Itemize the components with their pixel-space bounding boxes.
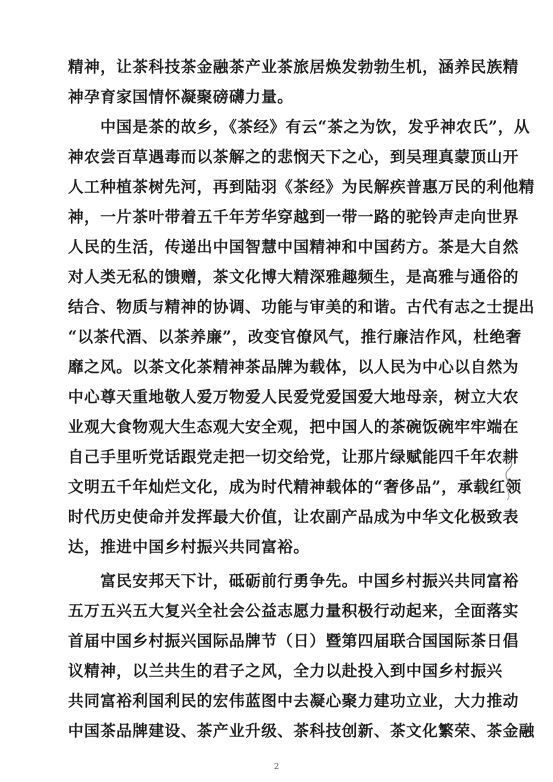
body-text-line: 神孕育家国情怀凝聚磅礴力量。 (68, 87, 294, 106)
body-text-line: 对人类无私的馈赠，茶文化博大精深雅趣频生，是高雅与通俗的 (68, 267, 519, 286)
body-text-line: 神农尝百草遇毒而以茶解之的悲悯天下之心，到吴理真蒙顶山开 (68, 147, 519, 166)
body-text-line: 达，推进中国乡村振兴共同富裕。 (68, 537, 310, 556)
body-text-line: 共同富裕利国利民的宏伟蓝图中去凝心聚力建功立业，大力推动 (68, 691, 519, 710)
body-text-line: 结合、物质与精神的协调、功能与审美的和谐。古代有志之士提出 (68, 297, 535, 316)
body-text-line: 人民的生活，传递出中国智慧中国精神和中国药方。茶是大自然 (68, 237, 519, 256)
handwritten-mark-icon (498, 452, 518, 502)
body-text-line: 人工种植茶树先河，再到陆羽《茶经》为民解疾普惠万民的利他精 (68, 177, 535, 196)
page-number: 2 (273, 762, 280, 771)
body-text-line: 中心尊天重地敬人爱万物爱人民爱党爱国爱大地母亲，树立大农 (68, 387, 519, 406)
body-text-line: 业观大食物观大生态观大安全观，把中国人的茶碗饭碗牢牢端在 (68, 417, 519, 436)
body-text-line: 时代历史使命并发挥最大价值，让农副产品成为中华文化极致表 (68, 507, 519, 526)
body-text-line: 精神，让茶科技茶金融茶产业茶旅居焕发勃勃生机，涵养民族精 (68, 57, 519, 76)
body-text-line: 议精神，以兰共生的君子之风，全力以赴投入到中国乡村振兴 (68, 661, 503, 680)
body-text-line: 文明五千年灿烂文化，成为时代精神载体的“奢侈品”，承载红领 (68, 477, 522, 496)
body-text-line: “以茶代酒、以茶养廉”，改变官僚风气，推行廉洁作风，杜绝奢 (68, 327, 522, 346)
body-text-line: 富民安邦天下计，砥砺前行勇争先。中国乡村振兴共同富裕 (68, 571, 519, 590)
body-text-line: 神，一片茶叶带着五千年芳华穿越到一带一路的驼铃声走向世界 (68, 207, 519, 226)
body-text-line: 首届中国乡村振兴国际品牌节（日）暨第四届联合国国际茶日倡 (68, 631, 519, 650)
body-text-line: 中国是茶的故乡，《茶经》有云“茶之为饮，发乎神农氏”，从 (68, 117, 531, 136)
body-text-line: 自己手里听党话跟党走把一切交给党，让那片绿赋能四千年农耕 (68, 447, 519, 466)
body-text-line: 中国茶品牌建设、茶产业升级、茶科技创新、茶文化繁荣、茶金融 (68, 721, 535, 740)
body-text-line: 靡之风。以茶文化茶精神茶品牌为载体，以人民为中心以自然为 (68, 357, 519, 376)
body-text-line: 五万五兴五大复兴全社会公益志愿力量积极行动起来，全面落实 (68, 601, 519, 620)
